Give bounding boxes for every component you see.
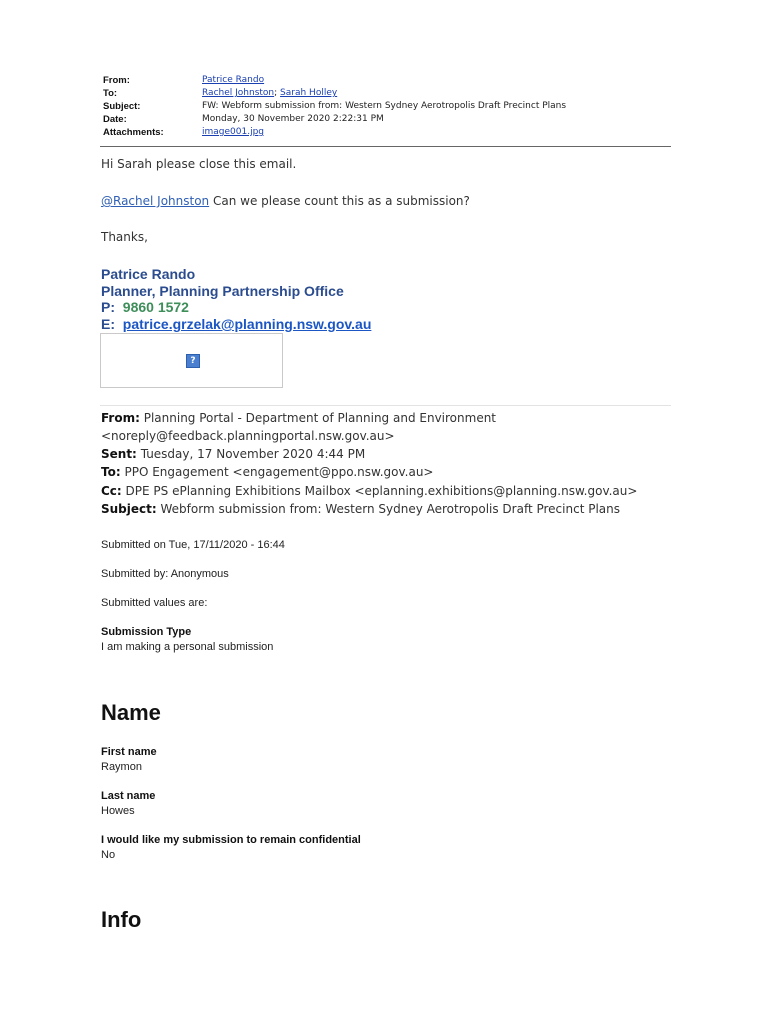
forwarded-to-value: PPO Engagement <engagement@ppo.nsw.gov.au> [124, 465, 434, 479]
message-line-2-text: Can we please count this as a submission? [209, 194, 470, 208]
forwarded-sent-value: Tuesday, 17 November 2020 4:44 PM [140, 447, 366, 461]
mention-link[interactable]: @Rachel Johnston [101, 194, 210, 208]
forward-divider [100, 405, 671, 406]
forwarded-subject-row [101, 502, 620, 516]
header-from-link[interactable]: Patrice Rando [202, 75, 265, 85]
header-attachments-row [103, 126, 671, 139]
email-header [103, 74, 671, 139]
submission-type-value: I am making a personal submission [101, 641, 274, 653]
header-to-link-1[interactable]: Rachel Johnston [202, 88, 275, 98]
attachment-link[interactable]: image001.jpg [202, 127, 264, 137]
message-line-2 [101, 194, 470, 208]
forwarded-sent-label: Sent: [101, 447, 137, 461]
confidential-label: I would like my submission to remain confidential [101, 834, 361, 846]
forwarded-from-row [101, 411, 496, 425]
signature-email-link[interactable]: patrice.grzelak@planning.nsw.gov.au [122, 316, 372, 332]
forwarded-sent-row [101, 447, 365, 461]
signature-phone: 9860 1572 [122, 299, 189, 315]
forwarded-subject-value: Webform submission from: Western Sydney Aerotropolis Draft Precinct Plans [160, 502, 620, 516]
signature-phone-row [101, 299, 189, 315]
section-heading-name: Name [101, 700, 161, 725]
header-subject-label: Subject: [103, 101, 141, 112]
header-subject-value: FW: Webform submission from: Western Sydney Aerotropolis Draft Precinct Plans [202, 101, 567, 111]
header-divider [100, 146, 671, 147]
submitted-values-intro: Submitted values are: [101, 597, 208, 609]
last-name-label: Last name [101, 790, 156, 802]
header-from-label: From: [103, 75, 130, 86]
forwarded-to-row [101, 465, 433, 479]
header-to-row [103, 87, 671, 100]
signature-name: Patrice Rando [101, 266, 196, 282]
header-from-row [103, 74, 671, 87]
forwarded-cc-value: DPE PS ePlanning Exhibitions Mailbox <eplanning.exhibitions@planning.nsw.gov.au> [125, 484, 638, 498]
header-date-value: Monday, 30 November 2020 2:22:31 PM [202, 114, 384, 124]
signature-email-label: E: [101, 316, 115, 332]
header-date-row [103, 113, 671, 126]
header-to-label: To: [103, 88, 118, 99]
broken-image-icon: ? [186, 354, 200, 368]
confidential-value: No [101, 849, 116, 861]
forwarded-cc-row [101, 484, 637, 498]
header-to-separator: ; [274, 88, 278, 98]
message-line-1: Hi Sarah please close this email. [101, 157, 297, 171]
submitted-on: Submitted on Tue, 17/11/2020 - 16:44 [101, 539, 285, 551]
forwarded-from-value: Planning Portal - Department of Planning and Environment [143, 411, 497, 425]
section-heading-info: Info [101, 907, 142, 932]
forwarded-to-label: To: [101, 465, 121, 479]
forwarded-subject-label: Subject: [101, 502, 157, 516]
submission-type-label: Submission Type [101, 626, 192, 638]
signature-phone-label: P: [101, 299, 115, 315]
header-attachments-label: Attachments: [103, 127, 164, 138]
forwarded-cc-label: Cc: [101, 484, 122, 498]
submitted-by: Submitted by: Anonymous [101, 568, 229, 580]
signature-image-placeholder [100, 333, 283, 388]
forwarded-from-label: From: [101, 411, 140, 425]
first-name-label: First name [101, 746, 157, 758]
header-date-label: Date: [103, 114, 127, 125]
signature-email-row [101, 316, 371, 332]
signature-title: Planner, Planning Partnership Office [101, 283, 344, 299]
message-thanks: Thanks, [101, 230, 148, 244]
last-name-value: Howes [101, 805, 135, 817]
header-to-link-2[interactable]: Sarah Holley [280, 88, 338, 98]
header-subject-row [103, 100, 671, 113]
forwarded-from-address: <noreply@feedback.planningportal.nsw.gov.au> [101, 429, 395, 443]
first-name-value: Raymon [101, 761, 142, 773]
